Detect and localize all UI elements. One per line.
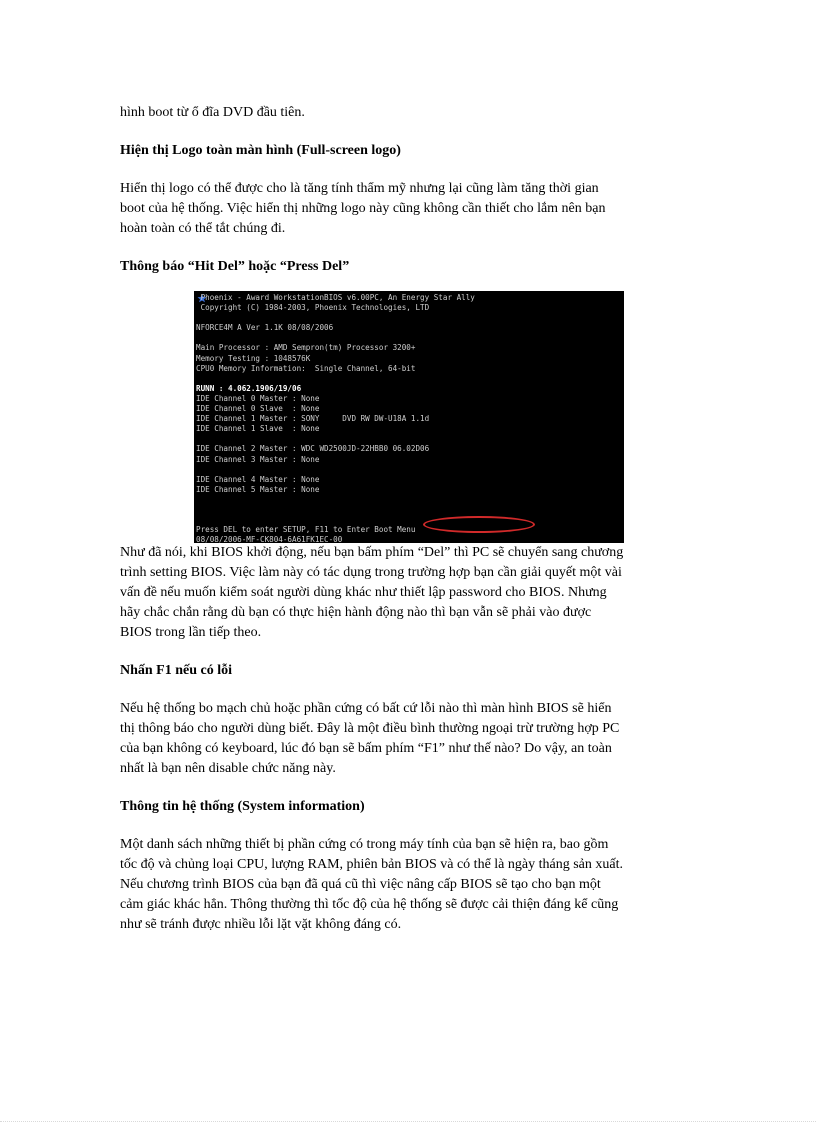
bios-line: CPU0 Memory Information: Single Channel, 64-bit xyxy=(196,363,416,373)
bios-line: RUNN : 4.062.1906/19/06 xyxy=(196,383,302,393)
bios-line: IDE Channel 4 Master : None xyxy=(196,474,320,484)
paragraph-system-information xyxy=(120,835,700,935)
bios-line: IDE Channel 1 Master : SONY DVD RW DW-U18A 1.1d xyxy=(196,414,430,424)
paragraph-full-screen-logo xyxy=(120,179,700,239)
paragraph-line: boot của hệ thống. Việc hiển thị những logo này cũng không cần thiết cho lắm nên bạn xyxy=(120,201,606,216)
paragraph-line: tốc độ và chủng loại CPU, lượng RAM, phiên bản BIOS và có thể là ngày tháng sản xuất. xyxy=(120,857,623,872)
paragraph-press-f1 xyxy=(120,699,700,779)
bios-line: IDE Channel 0 Master : None xyxy=(196,393,320,403)
heading-system-information: Thông tin hệ thống (System information) xyxy=(120,799,365,814)
bios-line: 08/08/2006-MF-CK804-6A61FK1EC-00 xyxy=(196,535,343,543)
paragraph-line: hoàn toàn có thể tắt chúng đi. xyxy=(120,221,286,236)
paragraph-line: nhất là bạn nên disable chức năng này. xyxy=(120,761,336,776)
bios-line: IDE Channel 2 Master : WDC WD2500JD-22HBB0 06.02D06 xyxy=(196,444,430,454)
bios-line: Press DEL to enter SETUP, F11 to Enter Boot Menu xyxy=(196,525,416,535)
paragraph-line: BIOS trong lần tiếp theo. xyxy=(120,625,262,640)
bios-line: Memory Testing : 1048576K xyxy=(196,353,311,363)
bios-line: IDE Channel 0 Slave : None xyxy=(196,404,320,414)
bios-line: IDE Channel 3 Master : None xyxy=(196,454,320,464)
paragraph-line: Như đã nói, khi BIOS khởi động, nếu bạn bấm phím “Del” thì PC sẽ chuyển sang chương xyxy=(120,545,624,560)
bios-line: IDE Channel 5 Master : None xyxy=(196,484,320,494)
bios-line: IDE Channel 1 Slave : None xyxy=(196,424,320,434)
paragraph-line: Hiển thị logo có thể được cho là tăng tính thẩm mỹ nhưng lại cũng làm tăng thời gian xyxy=(120,181,599,196)
paragraph-line: của bạn không có keyboard, lúc đó bạn sẽ bấm phím “F1” như thế nào? Do vậy, an toàn xyxy=(120,741,612,756)
paragraph-line: Một danh sách những thiết bị phần cứng có trong máy tính của bạn sẽ hiện ra, bao gồm xyxy=(120,837,609,852)
bios-line: Main Processor : AMD Sempron(tm) Processor 3200+ xyxy=(196,343,416,353)
paragraph-line: hình boot từ ổ đĩa DVD đầu tiên. xyxy=(120,105,305,120)
paragraph-line: cảm giác khác hẳn. Thông thường thì tốc độ của hệ thống sẽ được cải thiện đáng kể cũng xyxy=(120,897,619,912)
document-page xyxy=(120,103,700,935)
paragraph-line: thị thông báo cho người dùng biết. Đây là một điều bình thường ngoại trừ trường hợp PC xyxy=(120,721,620,736)
heading-press-f1: Nhấn F1 nếu có lỗi xyxy=(120,663,233,678)
highlight-ring xyxy=(423,516,535,533)
bios-screenshot xyxy=(194,291,624,543)
intro-paragraph xyxy=(120,103,700,123)
paragraph-line: Nếu chương trình BIOS của bạn đã quá cũ thì việc nâng cấp BIOS sẽ tạo cho bạn một xyxy=(120,877,601,892)
heading-full-screen-logo: Hiện thị Logo toàn màn hình (Full-screen logo) xyxy=(120,143,401,158)
paragraph-line: hãy chắc chắn rằng dù bạn có thực hiện hành động nào thì bạn vẫn sẽ phải vào được xyxy=(120,605,592,620)
paragraph-line: Nếu hệ thống bo mạch chủ hoặc phần cứng có bất cứ lỗi nào thì màn hình BIOS sẽ hiển xyxy=(120,701,612,716)
bios-line: Phoenix - Award WorkstationBIOS v6.00PC, An Energy Star Ally xyxy=(196,293,475,302)
heading-press-del: Thông báo “Hit Del” hoặc “Press Del” xyxy=(120,259,350,274)
paragraph-line: như sẽ tránh được nhiều lỗi lặt vặt không đáng có. xyxy=(120,917,402,932)
paragraph-line: vấn đề nếu muốn kiểm soát người dùng khác như thiết lập password cho BIOS. Nhưng xyxy=(120,585,607,600)
bios-line: Copyright (C) 1984-2003, Phoenix Technologies, LTD xyxy=(196,303,430,313)
bios-line: NFORCE4M A Ver 1.1K 08/08/2006 xyxy=(196,323,334,333)
paragraph-press-del xyxy=(120,543,700,643)
paragraph-line: trình setting BIOS. Việc làm này có tác dụng trong trường hợp bạn cần giải quyết một vài xyxy=(120,565,622,580)
bios-boot-text xyxy=(196,293,622,543)
